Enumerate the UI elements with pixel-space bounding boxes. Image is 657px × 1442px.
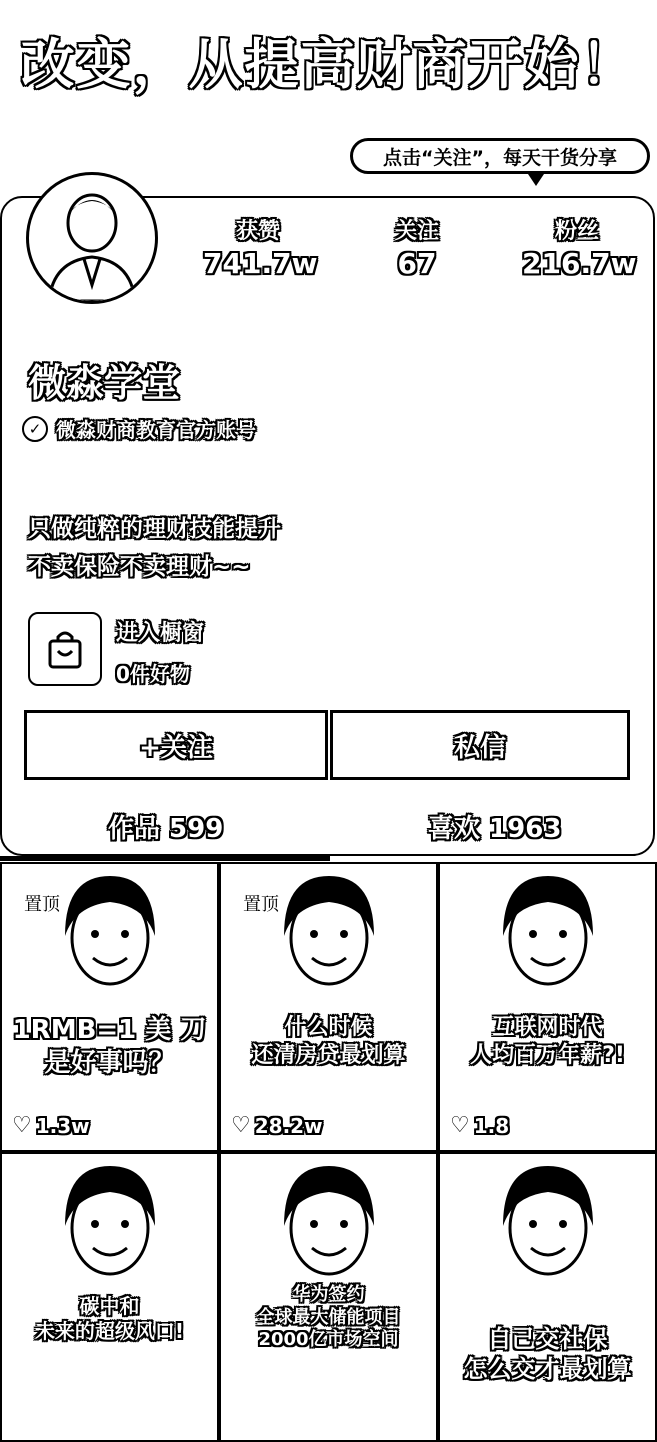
pinned-badge: 置顶 — [22, 890, 62, 916]
video-caption — [2, 1294, 217, 1344]
verification-text: 微淼财商教育官方账号 — [56, 418, 256, 442]
like-count-value: 1.3w — [35, 1113, 90, 1138]
video-like-count — [450, 1113, 509, 1138]
heart-icon: ♡ — [450, 1113, 470, 1138]
video-caption-line: 什么时候 — [284, 1015, 373, 1040]
video-like-count — [231, 1113, 323, 1138]
video-caption — [221, 1284, 436, 1352]
video-caption-line: 人均百万年薪?! — [470, 1042, 625, 1068]
pinned-badge: 置顶 — [241, 890, 281, 916]
video-caption-line: 2000亿市场空间 — [258, 1329, 399, 1350]
avatar[interactable] — [26, 172, 158, 304]
tab-works[interactable]: 作品 599 — [108, 814, 224, 844]
video-grid — [0, 862, 657, 1382]
shopping-bag-icon[interactable] — [28, 612, 102, 686]
stat-likes-label: 获赞 — [235, 219, 280, 244]
stat-following-label: 关注 — [394, 219, 439, 244]
like-count-value: 1.8 — [473, 1113, 510, 1138]
presenter-portrait-icon — [254, 866, 404, 1006]
video-thumbnail[interactable] — [0, 1152, 219, 1442]
video-caption-line: 自己交社保 — [487, 1325, 608, 1353]
video-caption — [2, 1014, 217, 1079]
follow-button-label: +关注 — [139, 732, 213, 763]
presenter-portrait-icon — [35, 1156, 185, 1296]
follow-button[interactable] — [24, 710, 328, 780]
message-button[interactable] — [330, 710, 630, 780]
video-caption-line: 碳中和 — [79, 1294, 140, 1318]
video-caption-line: 还清房贷最划算 — [251, 1042, 406, 1068]
username: 微淼学堂 — [28, 361, 181, 405]
headline-banner: 改变，从提高财商开始！ — [20, 33, 637, 96]
active-tab-indicator — [0, 856, 330, 861]
presenter-portrait-icon — [254, 1156, 404, 1296]
heart-icon: ♡ — [231, 1113, 251, 1138]
presenter-portrait-icon — [473, 1156, 623, 1296]
stat-likes[interactable] — [203, 214, 318, 280]
person-avatar-icon — [29, 175, 155, 301]
follow-tip-bubble: 点击“关注”，每天干货分享 — [350, 138, 650, 174]
video-caption — [440, 1014, 655, 1069]
video-caption-line: 1RMB=1 美 刀 — [12, 1015, 207, 1045]
tip-arrow-icon — [528, 174, 544, 186]
presenter-portrait-icon — [473, 866, 623, 1006]
video-thumbnail[interactable] — [438, 862, 657, 1152]
video-thumbnail[interactable] — [219, 1152, 438, 1442]
video-caption-line: 是好事吗？ — [44, 1047, 175, 1078]
video-caption-line: 互联网时代 — [492, 1015, 603, 1040]
stat-fans-label: 粉丝 — [554, 219, 599, 244]
video-caption — [440, 1324, 655, 1384]
heart-icon: ♡ — [12, 1113, 32, 1138]
like-count-value: 28.2w — [254, 1113, 323, 1138]
video-thumbnail[interactable] — [438, 1152, 657, 1442]
video-thumbnail[interactable] — [0, 862, 219, 1152]
verified-check-icon: ✓ — [22, 416, 48, 442]
bio-line-1: 只做纯粹的理财技能提升 — [28, 516, 281, 542]
video-caption-line: 全球最大储能项目 — [256, 1306, 401, 1328]
stat-likes-value: 741.7w — [203, 247, 318, 280]
message-button-label: 私信 — [453, 732, 506, 763]
shop-window-link[interactable]: 进入橱窗 — [116, 621, 205, 646]
stat-fans[interactable] — [522, 214, 637, 280]
stat-following[interactable] — [362, 214, 472, 280]
video-caption — [221, 1014, 436, 1069]
shop-item-count: 0件好物 — [116, 662, 190, 686]
verification-row — [22, 414, 256, 443]
tab-liked[interactable]: 喜欢 1963 — [428, 814, 562, 844]
video-caption-line: 怎么交才最划算 — [463, 1355, 632, 1383]
video-caption-line: 未来的超级风口! — [34, 1319, 185, 1343]
video-like-count — [12, 1113, 90, 1138]
video-caption-line: 华为签约 — [292, 1284, 365, 1305]
video-thumbnail[interactable] — [219, 862, 438, 1152]
bio-line-2: 不卖保险不卖理财~~ — [28, 554, 251, 580]
stat-following-value: 67 — [397, 247, 437, 280]
stat-fans-value: 216.7w — [522, 247, 637, 280]
presenter-portrait-icon — [35, 866, 185, 1006]
